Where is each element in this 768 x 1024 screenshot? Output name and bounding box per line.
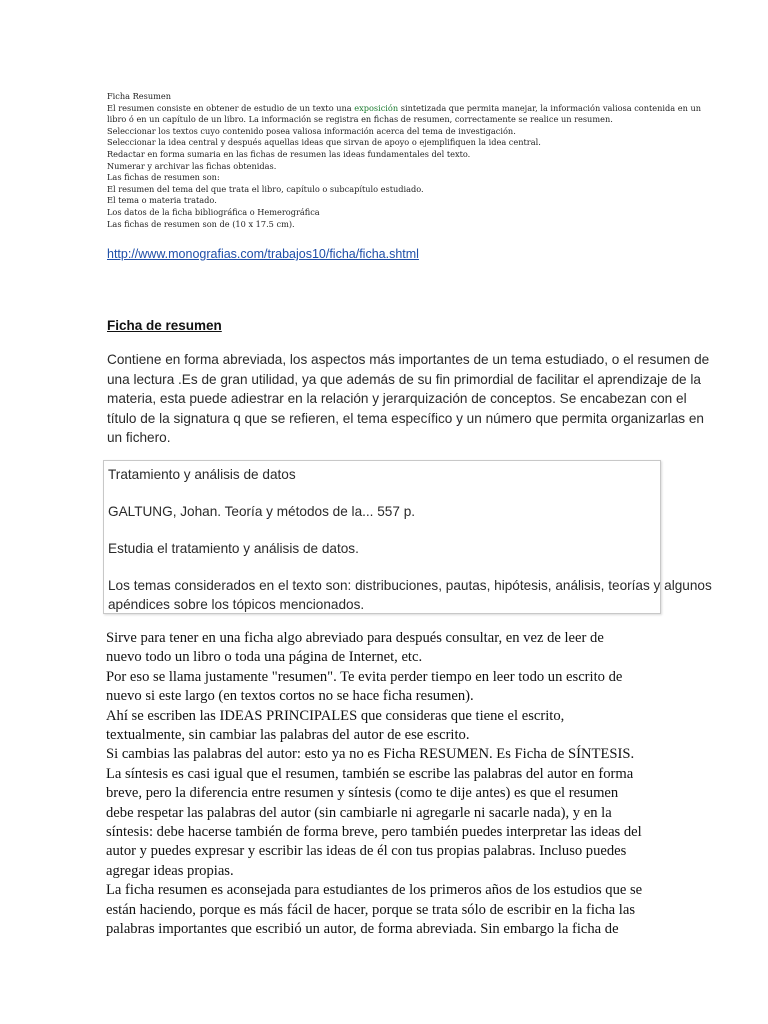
intro-paragraph <box>107 350 710 448</box>
body-line: Por eso se llama justamente "resumen". Te evita perder tiempo en leer todo un escrito de <box>106 668 623 685</box>
notes-line: Seleccionar los textos cuyo contenido posea valiosa información acerca del tema de investigación. <box>107 125 516 136</box>
body-line: Ahí se escriben las IDEAS PRINCIPALES que consideras que tiene el escrito, <box>106 707 565 724</box>
card-reference: GALTUNG, Johan. Teoría y métodos de la... 557 p. <box>108 504 416 519</box>
body-line: textualmente, sin cambiar las palabras del autor de ese escrito. <box>106 727 470 744</box>
notes-definition-line <box>107 102 702 115</box>
section-heading: Ficha de resumen <box>107 318 222 333</box>
body-line: están haciendo, porque es más fácil de hacer, porque se trata sólo de escribir en la ficha las <box>106 901 636 918</box>
body-line: agregar ideas propias. <box>106 862 234 879</box>
notes-line: libro ó en un capítulo de un libro. La información se registra en fichas de resumen, correctamente se realice un resumen. <box>107 114 613 125</box>
exposicion-link[interactable]: exposición <box>354 102 399 113</box>
body-line: Si cambias las palabras del autor: esto ya no es Ficha RESUMEN. Es Ficha de SÍNTESIS. <box>106 746 635 763</box>
notes-line: Las fichas de resumen son: <box>107 172 220 183</box>
intro-line: materia, esta puede adiestrar en la relación y jerarquización de conceptos. Se encabezan con el <box>107 391 687 407</box>
intro-line: un fichero. <box>107 430 171 446</box>
intro-line: título de la signatura q que se refieren, el tema específico y un número que permita organizarlas en <box>107 410 704 426</box>
body-line: breve, pero la diferencia entre resumen y síntesis (como te dije antes) es que el resumen <box>106 785 619 802</box>
notes-line: Redactar en forma sumaria en las fichas de resumen las ideas fundamentales del texto. <box>107 148 471 159</box>
notes-title: Ficha Resumen <box>107 91 172 101</box>
card-topics-cont: apéndices sobre los tópicos mencionados. <box>108 596 365 612</box>
notes-line: Seleccionar la idea central y después aquellas ideas que sirvan de apoyo o ejemplifiquen la idea central. <box>107 137 541 148</box>
body-paragraphs <box>106 629 666 940</box>
card-title: Tratamiento y análisis de datos <box>108 467 296 482</box>
body-line: nuevo si este largo (en textos cortos no se hace ficha resumen). <box>106 688 474 705</box>
example-card <box>103 460 712 614</box>
intro-line: una lectura .Es de gran utilidad, ya que además de su fin primordial de facilitar el aprendizaje de la <box>107 371 701 387</box>
body-line: La síntesis es casi igual que el resumen, también se escribe las palabras del autor en forma <box>106 765 634 782</box>
card-topics: Los temas considerados en el texto son: distribuciones, pautas, hipótesis, análisis, teorías y algunos <box>108 578 712 593</box>
card-summary: Estudia el tratamiento y análisis de datos. <box>108 541 359 556</box>
body-line: síntesis: debe hacerse también de forma breve, pero también puedes interpretar las ideas del <box>106 824 642 841</box>
source-url-link[interactable]: http://www.monografias.com/trabajos10/ficha/ficha.shtml <box>107 247 419 261</box>
body-line: palabras importantes que escribió un autor, de forma abreviada. Sin embargo la ficha de <box>106 921 619 938</box>
notes-definition-text-cont: sintetizada que permita manejar, la información valiosa contenida en un <box>398 102 702 113</box>
notes-line: Numerar y archivar las fichas obtenidas. <box>107 160 277 171</box>
intro-line: Contiene en forma abreviada, los aspectos más importantes de un tema estudiado, o el resumen de <box>107 352 710 367</box>
notes-line: El resumen del tema del que trata el libro, capítulo o subcapítulo estudiado. <box>107 183 424 194</box>
body-line: autor y puedes expresar y escribir las ideas de él con tus propias palabras. Incluso puedes <box>106 843 627 860</box>
notes-definition-text: El resumen consiste en obtener de estudio de un texto una <box>107 102 355 113</box>
notes-line: Los datos de la ficha bibliográfica o Hemerográfica <box>107 206 320 217</box>
notes-line: Las fichas de resumen son de (10 x 17.5 cm). <box>107 218 295 229</box>
body-line: nuevo todo un libro o toda una página de Internet, etc. <box>106 649 423 666</box>
summary-notes-block <box>107 91 702 230</box>
body-line: Sirve para tener en una ficha algo abreviado para después consultar, en vez de leer de <box>106 630 604 646</box>
body-line: La ficha resumen es aconsejada para estudiantes de los primeros años de los estudios que se <box>106 882 643 899</box>
notes-line: El tema o materia tratado. <box>107 195 217 206</box>
body-line: debe respetar las palabras del autor (sin cambiarle ni agregarle ni sacarle nada), y en la <box>106 804 612 821</box>
